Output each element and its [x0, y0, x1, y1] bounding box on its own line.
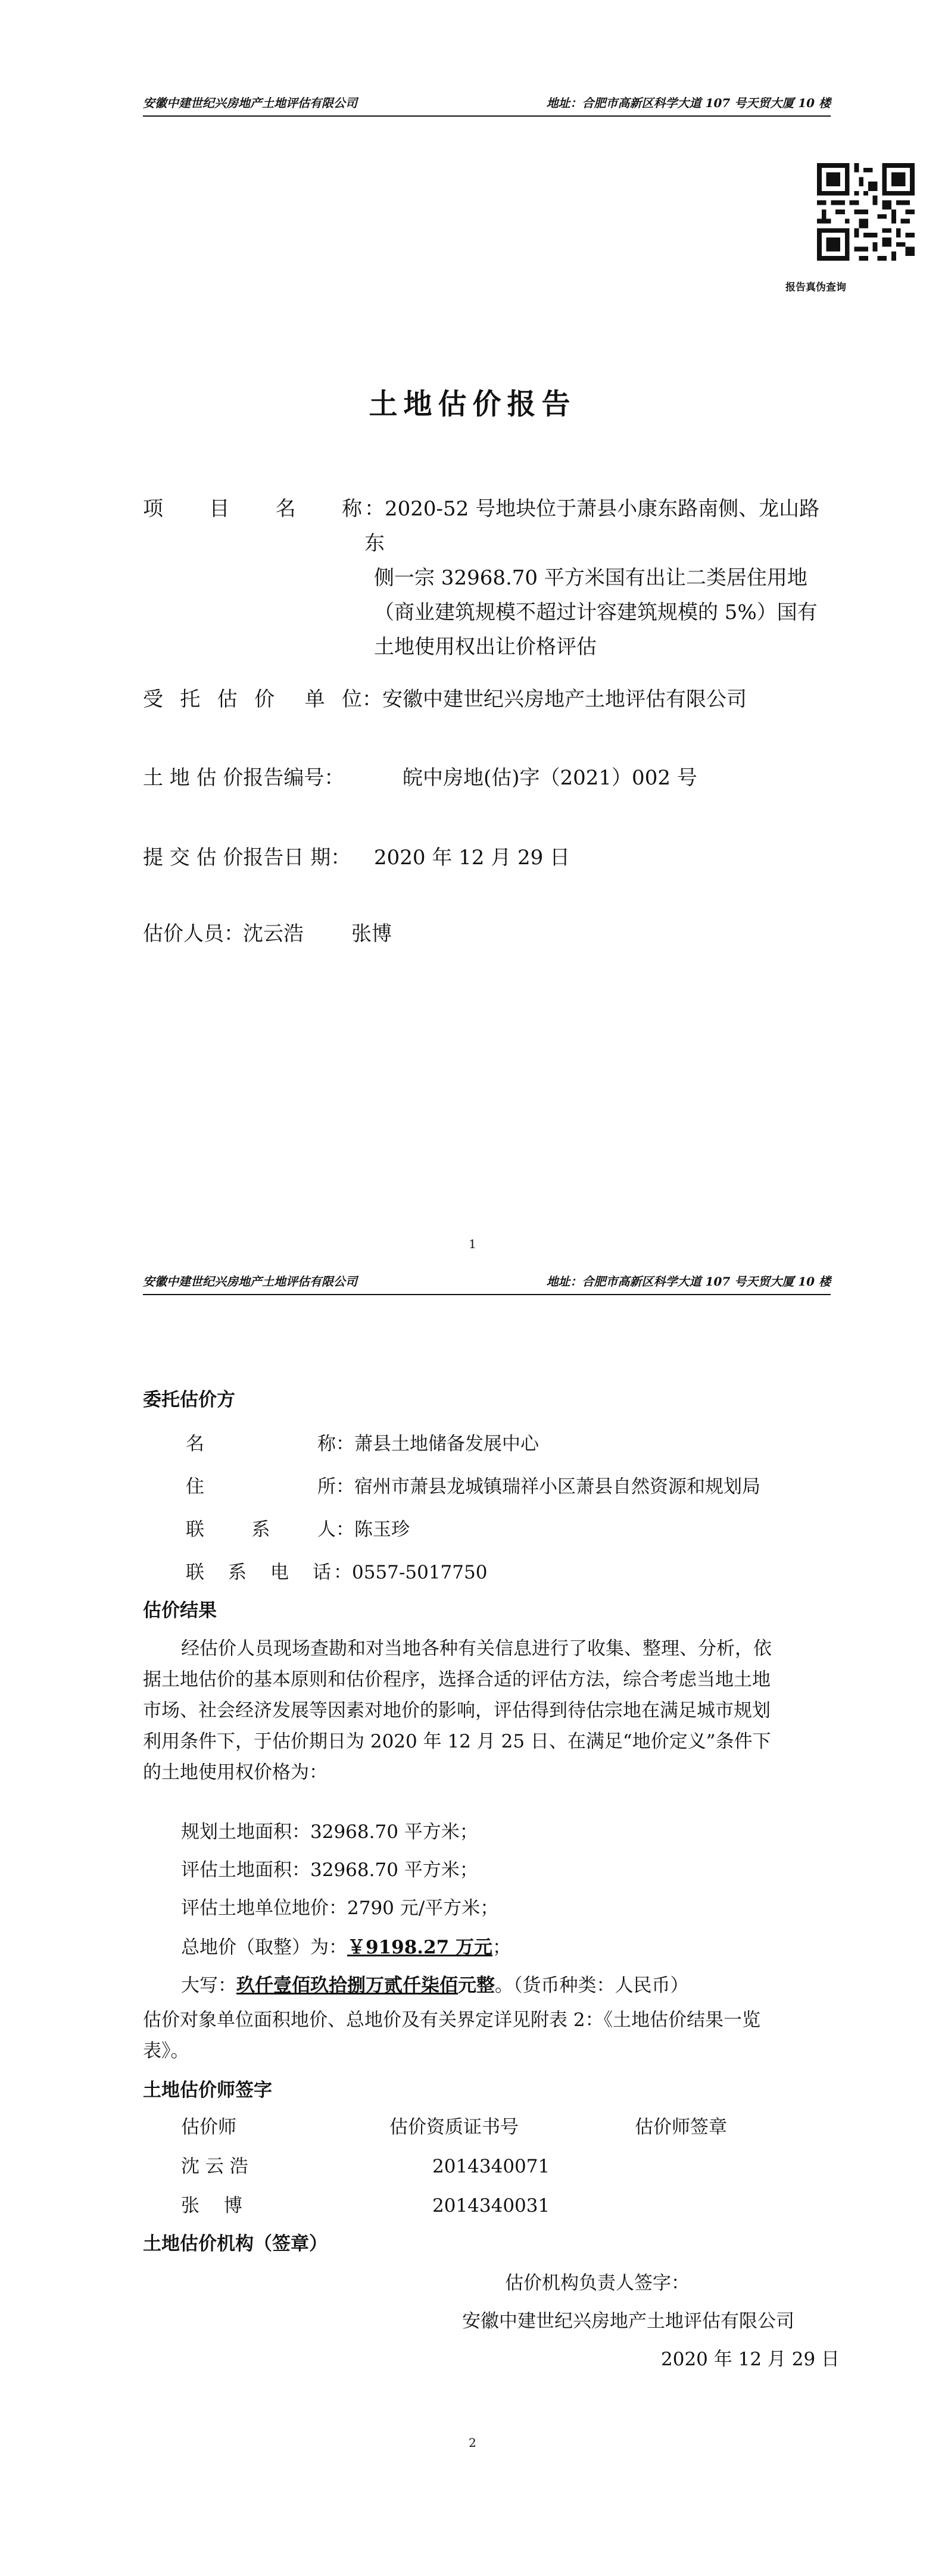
unit-price: 评估土地单位地价：2790 元/平方米； — [181, 1897, 499, 1919]
report-number-label: 土 地 估 价报告编号： — [143, 766, 345, 790]
report-date-value: 2020 年 12 月 29 日 — [374, 846, 570, 870]
entrust-addr-label: 住 所 — [186, 1476, 336, 1498]
col-cert: 估价资质证书号 — [389, 2117, 519, 2138]
result-heading: 估价结果 — [143, 1600, 217, 1621]
result-note: 估价对象单位面积地价、总地价及有关界定详见附表 2：《土地估价结果一览 表》。 — [143, 2009, 761, 2062]
report-number-value: 皖中房地(估)字（2021）002 号 — [403, 766, 697, 790]
org-responsible: 估价机构负责人签字： — [505, 2272, 690, 2294]
report-date-label: 提 交 估 价报告日 期： — [143, 846, 351, 870]
org-heading: 土地估价机构（签章） — [143, 2233, 328, 2255]
entrust-name-value: ：萧县土地储备发展中心 — [336, 1433, 539, 1455]
qr-label: 报告真伪查询 — [785, 282, 846, 293]
persons-label: 估价人员： — [143, 922, 244, 946]
person-name: 沈云浩 — [243, 922, 304, 946]
page-number: 1 — [469, 1237, 476, 1251]
appraised-area: 评估土地面积：32968.70 平方米； — [181, 1859, 478, 1881]
qr-code-icon[interactable] — [817, 163, 915, 261]
capital-amount-value: 玖仟壹佰玖拾捌万贰仟柒佰 — [236, 1975, 458, 1996]
page-number: 2 — [469, 2436, 476, 2450]
project-value: ：2020-52 号地块位于萧县小康东路南侧、龙山路东 侧一宗 32968.70 平方米国有出让二类居住用地 （商业建筑规模不超过计容建筑规模的 5%）国有 土地使用权出让价格评估 — [364, 497, 820, 659]
header-address: 地址：合肥市高新区科学大道 107 号天贸大厦 10 楼 — [546, 1274, 831, 1289]
client-value: ：安徽中建世纪兴房地产土地评估有限公司 — [362, 687, 747, 711]
capital-amount: 大写：玖仟壹佰玖拾捌万贰仟柒佰元整。（货币种类：人民币） — [181, 1975, 689, 1996]
entrust-heading: 委托估价方 — [143, 1389, 235, 1411]
page-header — [143, 93, 831, 117]
page-header — [143, 1271, 831, 1295]
entrust-phone-label: 联 系 电 话 — [186, 1562, 331, 1583]
total-price-value: ￥9198.27 万元 — [347, 1937, 493, 1958]
org-name: 安徽中建世纪兴房地产土地评估有限公司 — [462, 2311, 794, 2332]
appraiser-name: 沈 云 浩 — [181, 2156, 248, 2177]
report-summary-page — [0, 1274, 945, 2576]
header-company: 安徽中建世纪兴房地产土地评估有限公司 — [143, 1274, 357, 1289]
entrust-addr-value: ：宿州市萧县龙城镇瑞祥小区萧县自然资源和规划局 — [336, 1476, 760, 1498]
col-seal: 估价师签章 — [635, 2117, 727, 2138]
col-appraiser: 估价师 — [181, 2117, 236, 2138]
total-price: 总地价（取整）为：￥9198.27 万元； — [181, 1937, 512, 1958]
entrust-contact-value: ：陈玉珍 — [336, 1519, 410, 1540]
result-paragraph: 经估价人员现场查勘和对当地各种有关信息进行了收集、整理、分析，依 据土地估价的基本原则和估价程序，选择合适的评估方法，综合考虑当地土地 市场、社会经济发展等因素对地价的影响，评估得到待估宗地在满足城市规划 利用条件下，于估价期日为 2020 年 12 月 25 日、在满足“地价定义”条件下 的土地使用权价格为： — [143, 1638, 772, 1783]
appraisers-heading: 土地估价师签字 — [143, 2080, 272, 2101]
appraiser-cert: 2014340031 — [432, 2195, 550, 2217]
org-date: 2020 年 12 月 29 日 — [661, 2349, 840, 2370]
header-company: 安徽中建世纪兴房地产土地评估有限公司 — [143, 96, 357, 110]
client-label: 受 托 估 价 单 位 — [143, 687, 362, 711]
report-title: 土地估价报告 — [369, 387, 576, 421]
person-name: 张博 — [351, 922, 392, 946]
header-address: 地址：合肥市高新区科学大道 107 号天贸大厦 10 楼 — [546, 96, 831, 110]
project-label: 项 目 名 称 — [143, 497, 362, 521]
planned-area: 规划土地面积：32968.70 平方米； — [181, 1821, 478, 1843]
appraiser-cert: 2014340071 — [432, 2156, 550, 2177]
entrust-contact-label: 联 系 人 — [186, 1519, 336, 1540]
appraiser-name: 张 博 — [181, 2195, 242, 2217]
entrust-phone-value: ：0557-5017750 — [333, 1562, 488, 1583]
entrust-name-label: 名 称 — [186, 1433, 336, 1455]
